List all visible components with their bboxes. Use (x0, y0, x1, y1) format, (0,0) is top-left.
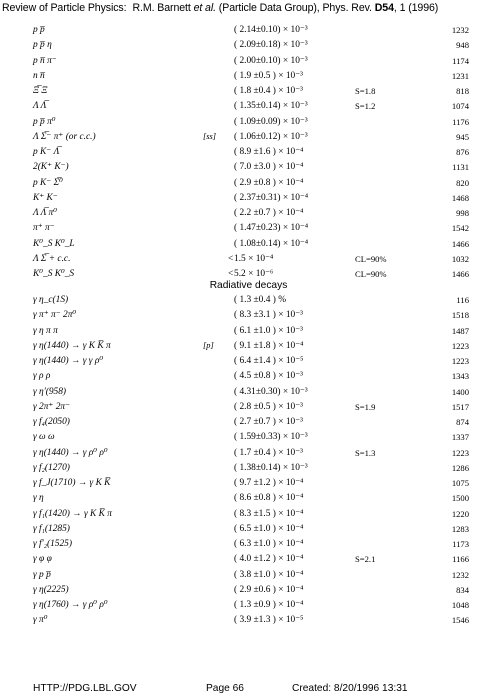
branching-fraction: ( 8.3 ±3.1 ) × 10⁻³ (234, 310, 303, 321)
momentum-p: 876 (456, 147, 469, 157)
decay-mode: γ ρ ρ (33, 371, 51, 382)
branching-fraction: ( 6.4 ±1.4 ) × 10⁻⁵ (234, 356, 304, 366)
decay-mode: n n̅ (33, 70, 45, 81)
table-row (0, 447, 497, 459)
decay-mode: p p̅ π⁰ (33, 116, 56, 127)
branching-fraction: ( 1.38±0.14) × 10⁻³ (234, 462, 308, 473)
decay-mode: γ 2π⁺ 2π⁻ (33, 401, 71, 412)
decay-mode: γ ω ω (33, 432, 55, 443)
branching-fraction: ( 8.6 ±0.8 ) × 10⁻⁴ (234, 493, 304, 504)
decay-mode: Λ Σ̅ + c.c. (33, 253, 71, 264)
table-row (0, 253, 497, 265)
decay-mode: γ η (33, 493, 44, 504)
decay-mode: γ f₂(1270) (33, 462, 70, 473)
branching-fraction: ( 9.1 ±1.8 ) × 10⁻⁴ (234, 340, 304, 351)
table-row (0, 177, 497, 189)
decay-mode: γ π⁰ (33, 615, 48, 626)
branching-fraction: ( 1.35±0.14) × 10⁻³ (234, 101, 308, 112)
branching-fraction: ( 1.06±0.12) × 10⁻³ (234, 131, 308, 142)
upper-limit-marker: < (228, 253, 234, 264)
header-etal: et al. (193, 2, 216, 14)
scale-factor: S=1.2 (355, 101, 376, 112)
table-row (0, 492, 497, 504)
branching-fraction: 5.2 × 10⁻⁶ (234, 269, 274, 279)
header-journal: (Particle Data Group), Phys. Rev. (218, 2, 372, 14)
decay-mode: γ p p̅ (33, 569, 51, 580)
branching-fraction: ( 1.09±0.09) × 10⁻³ (234, 116, 308, 127)
decay-mode: γ f_J(1710) → γ K K̅ (33, 478, 111, 488)
momentum-p: 1174 (452, 55, 469, 66)
momentum-p: 818 (456, 86, 469, 96)
momentum-p: 1518 (451, 310, 469, 321)
decay-mode: γ f₁(1285) (33, 523, 70, 534)
decay-mode: γ φ φ (33, 554, 52, 565)
table-row (0, 309, 497, 321)
table-row (0, 70, 497, 82)
branching-fraction: ( 6.5 ±1.0 ) × 10⁻⁴ (234, 523, 304, 534)
branching-fraction: ( 8.9 ±1.6 ) × 10⁻⁴ (234, 147, 304, 157)
momentum-p: 1220 (451, 508, 469, 519)
footer-url: HTTP://PDG.LBL.GOV (33, 683, 137, 694)
branching-fraction: 1.5 × 10⁻⁴ (234, 253, 274, 264)
momentum-p: 1283 (451, 523, 469, 534)
momentum-p: 1400 (451, 386, 469, 397)
momentum-p: 1546 (451, 615, 469, 626)
momentum-p: 874 (456, 417, 469, 427)
momentum-p: 1223 (451, 340, 469, 351)
momentum-p: 1337 (451, 432, 469, 443)
momentum-p: 1166 (452, 554, 469, 565)
branching-fraction: ( 4.0 ±1.2 ) × 10⁻⁴ (234, 554, 304, 565)
branching-fraction: ( 1.7 ±0.4 ) × 10⁻³ (234, 447, 303, 458)
table-row (0, 238, 497, 250)
table-row (0, 222, 497, 234)
momentum-p: 945 (456, 131, 469, 142)
branching-fraction: ( 4.31±0.30) × 10⁻³ (234, 386, 308, 397)
decay-mode: γ f₄(2050) (33, 417, 70, 427)
table-row (0, 131, 497, 143)
momentum-p: 820 (456, 177, 469, 188)
scale-factor: S=1.3 (355, 447, 376, 458)
branching-fraction: ( 3.9 ±1.3 ) × 10⁻⁵ (234, 615, 304, 626)
decay-mode: γ π⁺ π⁻ 2π⁰ (33, 310, 77, 321)
table-row (0, 85, 497, 97)
branching-fraction: ( 1.9 ±0.5 ) × 10⁻³ (234, 70, 303, 81)
branching-fraction: ( 6.3 ±1.0 ) × 10⁻⁴ (234, 539, 304, 549)
scale-factor: S=1.8 (355, 86, 376, 96)
branching-fraction: ( 2.09±0.18) × 10⁻³ (234, 40, 308, 51)
branching-fraction: ( 2.2 ±0.7 ) × 10⁻⁴ (234, 208, 304, 218)
momentum-p: 1468 (451, 192, 469, 203)
momentum-p: 1223 (451, 356, 469, 366)
momentum-p: 1048 (451, 600, 469, 610)
table-row (0, 386, 497, 398)
table-row (0, 325, 497, 337)
branching-fraction: ( 2.9 ±0.6 ) × 10⁻⁴ (234, 584, 304, 595)
table-row (0, 401, 497, 413)
table-row (0, 100, 497, 112)
header-citation-tail: , 1 (1996) (393, 2, 439, 14)
momentum-p: 1487 (451, 325, 469, 336)
branching-fraction: ( 2.00±0.10) × 10⁻³ (234, 55, 308, 66)
branching-fraction: ( 6.1 ±1.0 ) × 10⁻³ (234, 325, 303, 336)
table-row (0, 431, 497, 443)
footer-created: Created: 8/20/1996 13:31 (292, 683, 408, 694)
decay-mode: K⁺ K⁻ (33, 192, 58, 203)
decay-mode: γ η(2225) (33, 584, 69, 595)
table-row (0, 477, 497, 489)
decay-mode: Ξ̅ Ξ (33, 86, 48, 96)
scale-factor: S=1.9 (355, 401, 376, 412)
decay-mode: p p̅ (33, 25, 45, 35)
table-row (0, 294, 497, 306)
table-row (0, 370, 497, 382)
header-prefix: Review of Particle Physics: (2, 2, 127, 14)
branching-fraction: ( 1.3 ±0.4 ) % (234, 295, 287, 305)
momentum-p: 1173 (452, 539, 469, 549)
table-row (0, 462, 497, 474)
table-row (0, 268, 497, 280)
decay-mode: p K⁻ Λ̅ (33, 147, 60, 157)
table-row (0, 340, 497, 352)
momentum-p: 1223 (451, 447, 469, 458)
reference-note: [ss] (203, 131, 217, 141)
header-authors: R.M. Barnett (132, 2, 191, 14)
decay-mode: p p̅ η (33, 40, 52, 51)
decay-mode: 2(K⁺ K⁻) (33, 162, 69, 173)
momentum-p: 1466 (451, 269, 469, 279)
branching-fraction: ( 1.59±0.33) × 10⁻³ (234, 432, 308, 443)
momentum-p: 834 (456, 584, 469, 595)
decay-mode: Λ Σ̅⁻ π⁺ (or c.c.) (33, 131, 96, 142)
decay-mode: γ η(1760) → γ ρ⁰ ρ⁰ (33, 600, 108, 610)
momentum-p: 1032 (451, 253, 469, 264)
scale-factor: CL=90% (355, 253, 387, 264)
momentum-p: 1466 (451, 238, 469, 249)
branching-fraction: ( 2.14±0.10) × 10⁻³ (234, 25, 308, 35)
table-row (0, 599, 497, 611)
momentum-p: 116 (456, 295, 469, 305)
section-title-radiative: Radiative decays (209, 280, 288, 291)
momentum-p: 998 (456, 208, 469, 218)
momentum-p: 1074 (451, 101, 469, 112)
decay-mode: γ η π π (33, 325, 58, 336)
branching-fraction: ( 3.8 ±1.0 ) × 10⁻⁴ (234, 569, 304, 580)
momentum-p: 1286 (451, 462, 469, 473)
branching-fraction: ( 2.8 ±0.5 ) × 10⁻³ (234, 401, 303, 412)
momentum-p: 948 (456, 40, 469, 51)
reference-note: [p] (203, 340, 214, 350)
momentum-p: 1075 (451, 478, 469, 488)
decay-mode: Λ Λ̅ π⁰ (33, 208, 57, 218)
decay-mode: p n̅ π⁻ (33, 55, 57, 66)
table-row (0, 355, 497, 367)
branching-fraction: ( 8.3 ±1.5 ) × 10⁻⁴ (234, 508, 304, 519)
decay-mode: K⁰_S K⁰_S (33, 269, 75, 279)
branching-fraction: ( 2.9 ±0.8 ) × 10⁻⁴ (234, 177, 304, 188)
table-row (0, 553, 497, 565)
decay-mode: γ f₁(1420) → γ K K̅ π (33, 508, 112, 519)
decay-mode: K⁰_S K⁰_L (33, 238, 75, 249)
table-row (0, 146, 497, 158)
branching-fraction: ( 2.37±0.31) × 10⁻⁴ (234, 192, 309, 203)
branching-fraction: ( 1.8 ±0.4 ) × 10⁻³ (234, 86, 303, 96)
decay-mode: γ f′₂(1525) (33, 539, 72, 549)
decay-mode: γ η′(958) (33, 386, 67, 397)
momentum-p: 1343 (451, 371, 469, 382)
header-volume: D54 (374, 2, 394, 14)
decay-mode: γ η(1440) → γ K K̅ π (33, 340, 111, 351)
decay-mode: γ η(1440) → γ ρ⁰ ρ⁰ (33, 447, 108, 458)
decay-mode: p K⁻ Σ̅⁰ (33, 177, 63, 188)
branching-fraction: ( 1.47±0.23) × 10⁻⁴ (234, 223, 309, 234)
table-row (0, 192, 497, 204)
decay-mode: π⁺ π⁻ (33, 223, 55, 234)
scale-factor: CL=90% (355, 269, 387, 279)
table-row (0, 116, 497, 128)
table-row (0, 416, 497, 428)
table-row (0, 55, 497, 67)
upper-limit-marker: < (228, 269, 234, 279)
table-row (0, 39, 497, 51)
branching-fraction: ( 1.3 ±0.9 ) × 10⁻⁴ (234, 600, 304, 610)
branching-fraction: ( 2.7 ±0.7 ) × 10⁻³ (234, 417, 303, 427)
branching-fraction: ( 4.5 ±0.8 ) × 10⁻³ (234, 371, 303, 382)
momentum-p: 1131 (452, 162, 469, 173)
momentum-p: 1231 (451, 70, 469, 81)
table-row (0, 523, 497, 535)
momentum-p: 1542 (451, 223, 469, 234)
table-row (0, 584, 497, 596)
table-row (0, 614, 497, 626)
table-row (0, 24, 497, 36)
branching-fraction: ( 1.08±0.14) × 10⁻⁴ (234, 238, 309, 249)
momentum-p: 1176 (452, 116, 469, 127)
decay-mode: γ η_c(1S) (33, 295, 69, 305)
decay-mode: Λ Λ̅ (33, 101, 47, 112)
momentum-p: 1232 (451, 569, 469, 580)
scale-factor: S=2.1 (355, 554, 376, 565)
table-row (0, 569, 497, 581)
table-row (0, 508, 497, 520)
momentum-p: 1517 (451, 401, 469, 412)
table-row (0, 207, 497, 219)
momentum-p: 1232 (451, 25, 469, 35)
decay-mode: γ η(1440) → γ γ ρ⁰ (33, 356, 104, 366)
table-row (0, 161, 497, 173)
footer-page: Page 66 (206, 683, 244, 694)
table-row (0, 538, 497, 550)
branching-fraction: ( 9.7 ±1.2 ) × 10⁻⁴ (234, 478, 304, 488)
branching-fraction: ( 7.0 ±3.0 ) × 10⁻⁴ (234, 162, 304, 173)
momentum-p: 1500 (451, 493, 469, 504)
